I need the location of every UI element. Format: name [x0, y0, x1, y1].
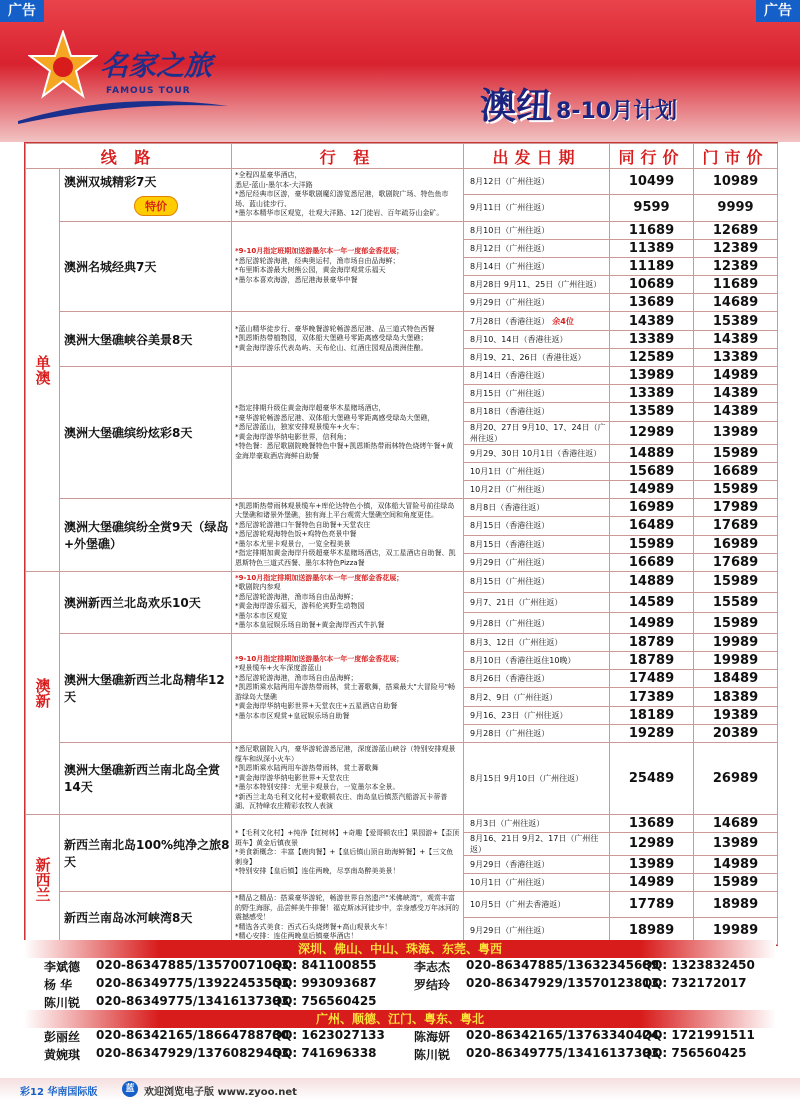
peer-price: 17389: [610, 688, 694, 706]
retail-price: 16689: [694, 462, 778, 480]
departure-date-text: 8月10日（广州往返）: [470, 225, 550, 235]
departure-date: [464, 571, 610, 592]
departure-date: [464, 239, 610, 257]
itinerary-line: *黄金海岸游华纳电影世界，信利角；: [235, 432, 351, 441]
retail-price: 16989: [694, 535, 778, 553]
itinerary-line: *新西兰北岛毛利文化村+爱歌顿农庄、南岛皇后镇蒸汽船游瓦卡蒂普湖、瓦特峰农庄精彩农牧人表演: [235, 792, 448, 810]
itinerary-line: *9-10月指定排期加送游墨尔本一年一度郁金香花展；: [235, 654, 404, 663]
contact-phone: 020-86342165/18664788730: [96, 1028, 290, 1042]
title-main: 澳纽: [480, 85, 553, 127]
peer-price: 18989: [610, 918, 694, 944]
departure-date-text: 8月10、14日（香港往返）: [470, 334, 568, 344]
retail-price: 12389: [694, 257, 778, 275]
tour-schedule-table: [24, 142, 778, 946]
itinerary-line: *特色餐：悉尼歌剧院晚餐特色中餐+凯恩斯热带雨林特色烧烤午餐+黄金海岸豪取酒店海鲜自助餐: [235, 442, 454, 460]
contact-qq: QQ: 1323832450: [642, 958, 755, 972]
departure-date-text: 9月29日（香港往返）: [470, 859, 550, 869]
itinerary-cell: [232, 814, 464, 892]
title-range: 8-10月计划: [556, 99, 678, 124]
departure-date-text: 8月14日（广州往返）: [470, 261, 550, 271]
contacts-section-2: [24, 1010, 776, 1064]
contacts-section-1: [24, 940, 776, 1012]
departure-date-text: 8月2、9日（广州往返）: [470, 692, 558, 702]
itinerary-line: *凯恩斯热带雨林观景缆车+库伦达特色小镇，双体船大冒险号前往绿岛大堡礁和诸景外堡礁，独有海上平台观赏大堡礁空间和角度更佳。: [235, 501, 455, 520]
departure-date: [464, 444, 610, 462]
retail-price: 15989: [694, 444, 778, 462]
contact-name: 李斌德: [44, 960, 81, 974]
peer-price: 19289: [610, 724, 694, 742]
itinerary-line: *凯恩斯乘水陆两用车游热带雨林，赏土著歌舞: [235, 764, 379, 772]
peer-price: 13989: [610, 367, 694, 385]
retail-price: 15589: [694, 592, 778, 613]
departure-date: [464, 367, 610, 385]
departure-date: [464, 688, 610, 706]
itinerary-line: *精心安排：连住两晚皇后镇豪华酒店！: [235, 932, 358, 941]
contact-row: [24, 1028, 776, 1046]
departure-date: [464, 892, 610, 918]
departure-date: [464, 462, 610, 480]
contact-phone: 020-86347885/13632345689: [466, 958, 660, 972]
departure-date: [464, 652, 610, 670]
peer-price: 14989: [610, 873, 694, 891]
table-row: [26, 814, 778, 832]
table-row: [26, 892, 778, 918]
departure-date-text: 9月7、21日（广州往返）: [470, 597, 563, 607]
brand-sub: FAMOUS TOUR: [106, 86, 191, 96]
itinerary-line: *悉尼游轮观海特色饭+鸡特色亮景中餐: [235, 530, 357, 539]
itinerary-line: *指定排期升级住黄金海岸超豪华木星赌场酒店，: [235, 404, 386, 413]
departure-date: [464, 743, 610, 815]
departure-date-text: 8月15日（广州往返）: [470, 389, 550, 399]
peer-price: 15689: [610, 462, 694, 480]
departure-date: [464, 499, 610, 517]
itinerary-line: 悉尼-蓝山-墨尔本-大洋路: [235, 180, 313, 189]
itinerary-cell: [232, 743, 464, 815]
itinerary-line: *美食新概念：丰富【鹿肉餐】+【皇后镇山顶自助海鲜餐】+【三文鱼刺身】: [235, 848, 454, 866]
contact-row: [24, 1046, 776, 1064]
departure-date-text: 9月29日（广州往返）: [470, 298, 550, 308]
retail-price: 17689: [694, 517, 778, 535]
route-name: 澳洲大堡礁缤纷全赏9天（绿岛+外堡礁）: [64, 520, 229, 551]
peer-price: 13589: [610, 403, 694, 421]
peer-price: 11189: [610, 257, 694, 275]
departure-date: [464, 385, 610, 403]
itinerary-line: *墨尔本特别安排：尤里卡观景台，一览墨尔本全景。: [235, 783, 400, 791]
peer-price: 14889: [610, 571, 694, 592]
table-row: [26, 221, 778, 239]
retail-price: 14389: [694, 330, 778, 348]
departure-date: [464, 221, 610, 239]
contact-phone: 020-86349775/13922453553: [96, 976, 290, 990]
table-row: [26, 743, 778, 815]
contact-name: 杨 华: [44, 978, 73, 992]
peer-price: 14989: [610, 480, 694, 498]
departure-date: [464, 276, 610, 294]
departure-date-text: 8月10日（香港往返住10晚）: [470, 656, 576, 666]
departure-date-text: 7月28日（香港往返）: [470, 316, 550, 326]
table-row: [26, 367, 778, 385]
contact-phone: 020-86349775/13416137393: [96, 994, 290, 1008]
itinerary-line: *墨尔本尤里卡观景台，一览全程美景: [235, 539, 351, 548]
route-name: 澳洲双城精彩7天: [64, 175, 157, 190]
departure-date-text: 9月29日（广州往返）: [470, 557, 550, 567]
departure-date: [464, 195, 610, 221]
peer-price: 13689: [610, 814, 694, 832]
contact-phone: 020-86347885/13570071063: [96, 958, 290, 972]
departure-date-text: 8月16、21日 9月2、17日（广州往返）: [470, 833, 599, 854]
column-header-route: 线 路: [26, 144, 232, 169]
route-name-cell: [60, 312, 232, 367]
itinerary-line: *墨尔本皇冠娱乐场自助餐+黄金海岸西式牛扒餐: [235, 621, 385, 630]
retail-price: 15989: [694, 571, 778, 592]
itinerary-line: *歌剧院内参观: [235, 583, 281, 592]
itinerary-line: *【毛利文化村】+纯净【红树林】+奇趣【爱哥顿农庄】果园游+【歪顶斑车】黄金后镇夜景: [235, 829, 460, 847]
departure-date: [464, 348, 610, 366]
itinerary-line: *9-10月指定班期加送游墨尔本一年一度郁金香花展；: [235, 247, 404, 256]
itinerary-line: *悉尼游轮游海港，渔市场自由品海鲜；: [235, 592, 358, 601]
retail-price: 19989: [694, 918, 778, 944]
retail-price: 15989: [694, 480, 778, 498]
retail-price: 12689: [694, 221, 778, 239]
peer-price: 12989: [610, 832, 694, 855]
peer-price: 10499: [610, 169, 694, 195]
route-name: 新西兰南岛冰河峡湾8天: [64, 911, 193, 926]
retail-price: 14689: [694, 814, 778, 832]
retail-price: 15989: [694, 873, 778, 891]
itinerary-cell: [232, 367, 464, 499]
departure-date: [464, 294, 610, 312]
departure-date: [464, 553, 610, 571]
contact-qq: QQ: 993093687: [272, 976, 377, 990]
table-header-row: [26, 144, 778, 169]
region-label: 新西兰: [26, 814, 60, 944]
region-label: 澳新: [26, 571, 60, 814]
contact-name: 罗结玲: [414, 978, 451, 992]
departure-date: [464, 257, 610, 275]
departure-date: [464, 633, 610, 651]
itinerary-cell: [232, 499, 464, 572]
itinerary-line: *墨尔本市区观览: [235, 611, 288, 620]
itinerary-line: *豪华游轮畅游悉尼港、双体船大堡礁号零距离感受绿岛大堡礁，: [235, 413, 435, 422]
retail-price: 10989: [694, 169, 778, 195]
departure-date-text: 9月11日（广州往返）: [470, 203, 550, 213]
departure-date-text: 8月19、21、26日（香港往返）: [470, 352, 586, 362]
itinerary-line: *墨尔本精华市区观览，壮观大洋路、12门徒岩、百年疏芬山金矿。: [235, 209, 444, 217]
retail-price: 14989: [694, 855, 778, 873]
itinerary-line: *精品之精品：搭乘豪华游轮，畅游世界自然遗产"米佛峡湾"，观赏丰富的野生海豚，品尝鲜美牛排餐！福克斯冰河徒步中，亲身感受万年冰河的震撼感受！: [235, 894, 460, 922]
itinerary-line: *观景缆车+火车深度游蓝山: [235, 664, 322, 673]
itinerary-line: *黄金海岸华纳电影世界+天堂农庄+五星酒店自助餐: [235, 702, 398, 711]
retail-price: 11689: [694, 276, 778, 294]
retail-price: 15989: [694, 613, 778, 634]
contacts-banner-2: 广州、顺德、江门、粤东、粤北: [24, 1010, 776, 1028]
route-name: 澳洲大堡礁新西兰北岛精华12天: [64, 672, 225, 704]
itinerary-line: *黄金海岸游乐代表岛屿、天布伦山、红酒庄园观品澳洲佳酿。: [235, 343, 428, 352]
peer-price: 16989: [610, 499, 694, 517]
retail-price: 13989: [694, 421, 778, 444]
peer-price: 15989: [610, 535, 694, 553]
departure-date: [464, 724, 610, 742]
peer-price: 18189: [610, 706, 694, 724]
itinerary-line: *墨尔本市区观赏+皇冠娱乐场自助餐: [235, 711, 350, 720]
itinerary-cell: [232, 633, 464, 742]
retail-price: 15389: [694, 312, 778, 330]
retail-price: 20389: [694, 724, 778, 742]
departure-date: [464, 517, 610, 535]
itinerary-line: *悉尼游蓝山，独家安排观景缆车+火车；: [235, 423, 364, 432]
contact-qq: QQ: 741696338: [272, 1046, 377, 1060]
itinerary-cell: [232, 892, 464, 945]
contact-phone: 020-86347929/13570123813: [466, 976, 660, 990]
itinerary-line: *悉尼歌剧院入内，豪华游轮游悉尼港，深度游蓝山峡谷（特别安排观景缆车和纵深小火车）: [235, 745, 456, 763]
route-name-cell: [60, 814, 232, 892]
retail-price: 13389: [694, 348, 778, 366]
retail-price: 14389: [694, 403, 778, 421]
page-number: 彩12 华南国际版: [20, 1087, 98, 1098]
contact-phone: 020-86349775/13416137393: [466, 1046, 660, 1060]
peer-price: 11389: [610, 239, 694, 257]
retail-price: 18989: [694, 892, 778, 918]
contact-name: 陈川锐: [414, 1048, 451, 1062]
peer-price: 14989: [610, 613, 694, 634]
departure-date-text: 10月5日（广州去香港返）: [470, 900, 566, 910]
contacts-banner-1: 深圳、佛山、中山、珠海、东莞、粤西: [24, 940, 776, 958]
route-name: 澳洲大堡礁新西兰南北岛全赏14天: [64, 763, 221, 795]
itinerary-line: *全程四星豪华酒店，: [235, 171, 302, 179]
table-row: [26, 312, 778, 330]
contact-qq: QQ: 756560425: [272, 994, 377, 1008]
departure-date: [464, 832, 610, 855]
peer-price: 14589: [610, 592, 694, 613]
contact-name: 李志杰: [414, 960, 451, 974]
route-name: 澳洲大堡礁峡谷美景8天: [64, 332, 193, 347]
peer-price: 14889: [610, 444, 694, 462]
retail-price: 12389: [694, 239, 778, 257]
departure-date-text: 8月15日（香港往返）: [470, 521, 550, 531]
itinerary-line: *指定排期加黄金海岸升级超豪华木星赌场酒店，双工星酒店自助餐、凯恩斯特色三道式西餐、墨尔本特色Pizza餐: [235, 549, 456, 567]
departure-date-text: 8月18日（香港往返）: [470, 407, 550, 417]
peer-price: 9599: [610, 195, 694, 221]
itinerary-cell: [232, 169, 464, 222]
departure-date: [464, 480, 610, 498]
departure-date-text: 8月15日（香港往返）: [470, 539, 550, 549]
itinerary-cell: [232, 312, 464, 367]
peer-price: 13989: [610, 855, 694, 873]
departure-date-text: 9月29、30日 10月1日（香港往返）: [470, 448, 602, 458]
route-name-cell: [60, 499, 232, 572]
footer-text: 欢迎浏览电子版 www.zyoo.net: [144, 1087, 297, 1098]
route-name-cell: [60, 633, 232, 742]
departure-date-text: 8月28日 9月11、25日（广州往返）: [470, 280, 602, 290]
departure-date: [464, 814, 610, 832]
itinerary-line: *蓝山精华徒步行、豪华晚餐游轮畅游悉尼港、品三道式特色西餐: [235, 324, 435, 333]
contact-row: [24, 958, 776, 976]
retail-price: 14989: [694, 367, 778, 385]
retail-price: 14389: [694, 385, 778, 403]
peer-price: 12989: [610, 421, 694, 444]
route-name-cell: [60, 367, 232, 499]
seats-left-note: 余4位: [552, 316, 574, 326]
retail-price: 14689: [694, 294, 778, 312]
contact-name: 彭丽丝: [44, 1030, 81, 1044]
peer-price: 13389: [610, 385, 694, 403]
itinerary-line: *黄金海岸游华纳电影世界+天堂农庄: [235, 773, 350, 782]
retail-price: 9999: [694, 195, 778, 221]
table-row: [26, 571, 778, 592]
itinerary-line: *悉尼游轮游海港，经典奥运村，渔市场自由品海鲜；: [235, 256, 400, 265]
route-name-cell: [60, 743, 232, 815]
star-logo-icon: [28, 30, 98, 100]
page-footer: [0, 1078, 800, 1100]
departure-date: [464, 670, 610, 688]
peer-price: 17789: [610, 892, 694, 918]
table-row: [26, 633, 778, 651]
itinerary-line: *悉尼游轮游海港，渔市场自由品海鲜；: [235, 673, 358, 682]
departure-date-text: 8月12日（广州往返）: [470, 177, 550, 187]
peer-price: 16489: [610, 517, 694, 535]
contact-name: 黄婉琪: [44, 1048, 81, 1062]
brand-logo: [18, 30, 228, 125]
contact-name: 陈川锐: [44, 996, 81, 1010]
header-banner: [0, 0, 800, 142]
departure-date-text: 8月8日（香港往返）: [470, 503, 545, 513]
departure-date: [464, 169, 610, 195]
departure-date-text: 8月3日（广州往返）: [470, 818, 545, 828]
itinerary-line: *墨尔本喜欢海游，悉尼港海景豪华中餐: [235, 275, 358, 284]
departure-date-text: 9月16、23日（广州往返）: [470, 710, 568, 720]
contact-qq: QQ: 841100855: [272, 958, 377, 972]
departure-date-text: 8月15日（广州往返）: [470, 577, 550, 587]
departure-date-text: 8月20、27日 9月10、17、24日（广州往返）: [470, 422, 606, 443]
retail-price: 13989: [694, 832, 778, 855]
ad-label-right: 广告: [756, 0, 800, 22]
departure-date-text: 8月14日（香港往返）: [470, 371, 550, 381]
departure-date-text: 10月1日（广州往返）: [470, 466, 550, 476]
peer-price: 18789: [610, 633, 694, 651]
route-name-cell: [60, 221, 232, 312]
peer-price: 14389: [610, 312, 694, 330]
itinerary-line: *凯恩斯热带植物园，双体船大堡礁号零距离感受绿岛大堡礁；: [235, 334, 428, 343]
contact-qq: QQ: 732172017: [642, 976, 747, 990]
departure-date: [464, 613, 610, 634]
itinerary-cell: [232, 221, 464, 312]
page-title: [480, 78, 677, 129]
route-name-cell: [60, 169, 232, 222]
retail-price: 26989: [694, 743, 778, 815]
route-name: 澳洲大堡礁缤纷炫彩8天: [64, 426, 193, 441]
column-header-retail-price: 门市价: [694, 144, 778, 169]
itinerary-line: *特别安排【皇后镇】连住两晚，尽享南岛醉美美景！: [235, 867, 400, 876]
special-offer-badge: 特价: [134, 196, 178, 216]
peer-price: 17489: [610, 670, 694, 688]
footer-mark: 蓝: [122, 1081, 138, 1097]
retail-price: 19389: [694, 706, 778, 724]
itinerary-cell: [232, 571, 464, 633]
itinerary-line: *悉尼游轮游港口午餐特色自助餐+天堂农庄: [235, 520, 371, 529]
departure-date: [464, 403, 610, 421]
departure-date: [464, 706, 610, 724]
ad-label-left: 广告: [0, 0, 44, 22]
route-name: 澳洲名城经典7天: [64, 259, 157, 274]
departure-date: [464, 312, 610, 330]
itinerary-line: *悉尼经典市区游，豪华歌剧魔幻游览悉尼港，歌剧院广场、特色鱼市场、蓝山徒步行、: [235, 190, 449, 208]
route-name-cell: [60, 571, 232, 633]
peer-price: 18789: [610, 652, 694, 670]
peer-price: 25489: [610, 743, 694, 815]
departure-date-text: 8月26日（香港往返）: [470, 674, 550, 684]
region-label: 单澳: [26, 169, 60, 572]
contact-qq: QQ: 756560425: [642, 1046, 747, 1060]
departure-date: [464, 535, 610, 553]
peer-price: 10689: [610, 276, 694, 294]
departure-date-text: 9月28日（广州往返）: [470, 618, 550, 628]
peer-price: 13389: [610, 330, 694, 348]
peer-price: 11689: [610, 221, 694, 239]
contact-qq: QQ: 1721991511: [642, 1028, 755, 1042]
peer-price: 13689: [610, 294, 694, 312]
departure-date-text: 8月15日 9月10日（广州往返）: [470, 773, 584, 783]
departure-date-text: 8月12日（广州往返）: [470, 243, 550, 253]
contact-phone: 020-86347929/13760829453: [96, 1046, 290, 1060]
retail-price: 17689: [694, 553, 778, 571]
retail-price: 18489: [694, 670, 778, 688]
column-header-date: 出发日期: [464, 144, 610, 169]
departure-date-text: 10月2日（广州往返）: [470, 485, 550, 495]
route-name-cell: [60, 892, 232, 945]
departure-date-text: 10月1日（广州往返）: [470, 877, 550, 887]
retail-price: 17989: [694, 499, 778, 517]
peer-price: 12589: [610, 348, 694, 366]
contact-name: 陈海妍: [414, 1030, 451, 1044]
departure-date: [464, 421, 610, 444]
route-name: 澳洲新西兰北岛欢乐10天: [64, 595, 201, 610]
contact-phone: 020-86342165/13763340424: [466, 1028, 660, 1042]
departure-date: [464, 873, 610, 891]
swoosh-icon: [18, 96, 228, 126]
peer-price: 16689: [610, 553, 694, 571]
itinerary-line: *凯恩斯乘水陆两用车游热带雨林，赏土著歌舞，搭乘最大"大冒险号"畅游绿岛大堡礁: [235, 683, 455, 701]
departure-date: [464, 330, 610, 348]
contact-row: [24, 976, 776, 994]
contact-qq: QQ: 1623027133: [272, 1028, 385, 1042]
itinerary-line: *9-10月指定排期加送游墨尔本一年一度郁金香花展；: [235, 573, 404, 582]
column-header-peer-price: 同行价: [610, 144, 694, 169]
route-name: 新西兰南北岛100%纯净之旅8天: [64, 837, 230, 869]
retail-price: 18389: [694, 688, 778, 706]
departure-date-text: 9月28日（广州往返）: [470, 728, 550, 738]
itinerary-line: *精选各式美食：西式石头烧烤餐+高山观景火车！: [235, 922, 392, 931]
table-row: [26, 499, 778, 517]
retail-price: 19989: [694, 633, 778, 651]
brand-name: 名家之旅: [100, 49, 213, 82]
departure-date: [464, 855, 610, 873]
column-header-itinerary: 行 程: [232, 144, 464, 169]
departure-date-text: 8月3、12日（广州往返）: [470, 637, 563, 647]
retail-price: 19989: [694, 652, 778, 670]
table-row: [26, 169, 778, 195]
departure-date-text: 9月29日（广州往返）: [470, 926, 550, 936]
itinerary-line: *黄金海岸游乐福天，游科伦宾野生动物园: [235, 602, 365, 611]
itinerary-line: *布里斯本游最大树熊公园，黄金海岸观赏乐福天: [235, 266, 386, 275]
departure-date: [464, 592, 610, 613]
